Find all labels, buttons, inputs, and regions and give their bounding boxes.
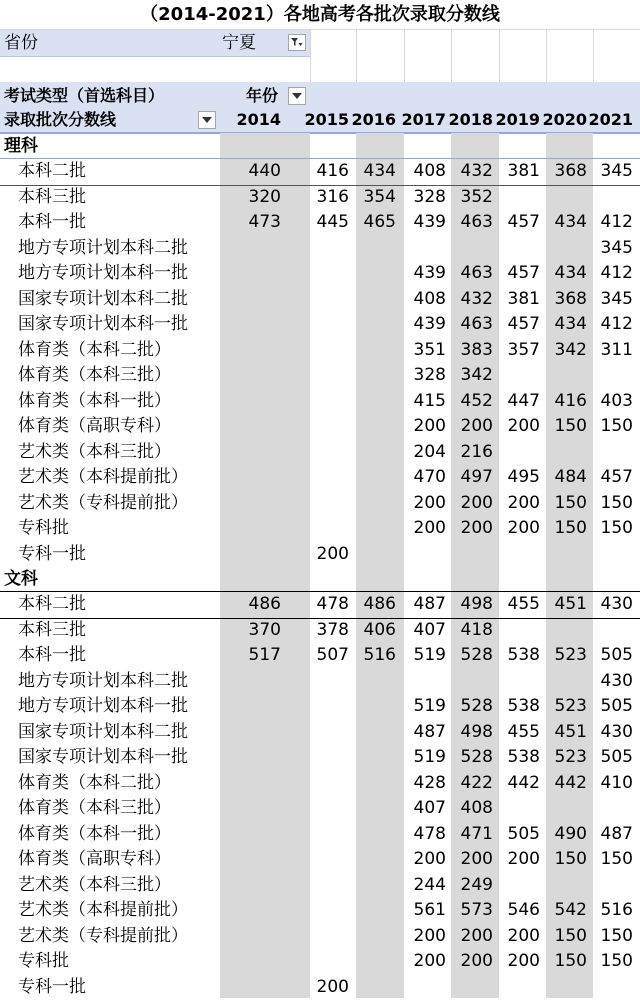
section-title: 理科 bbox=[4, 134, 38, 158]
value-cell: 523 bbox=[543, 694, 587, 719]
year-header: 2015 bbox=[303, 108, 349, 132]
value-cell: 478 bbox=[402, 822, 446, 847]
value-cell: 412 bbox=[589, 312, 633, 337]
value-cell: 200 bbox=[305, 542, 349, 567]
value-cell: 434 bbox=[543, 210, 587, 235]
grid-line bbox=[356, 30, 357, 82]
value-cell: 354 bbox=[352, 185, 396, 210]
row-label: 艺术类（本科三批） bbox=[18, 440, 171, 465]
table-row bbox=[0, 159, 640, 185]
value-cell: 249 bbox=[449, 873, 493, 898]
table-row bbox=[0, 338, 640, 364]
value-cell: 200 bbox=[402, 491, 446, 516]
row-field-label-line1: 考试类型（首选科目） bbox=[4, 84, 164, 108]
value-cell: 368 bbox=[543, 287, 587, 312]
value-cell: 434 bbox=[352, 159, 396, 184]
column-field-dropdown-icon[interactable] bbox=[288, 87, 306, 105]
value-cell: 486 bbox=[237, 592, 281, 617]
value-cell: 528 bbox=[449, 643, 493, 668]
value-cell: 517 bbox=[237, 643, 281, 668]
row-label: 艺术类（本科提前批） bbox=[18, 898, 188, 923]
table-row bbox=[0, 771, 640, 797]
year-header: 2020 bbox=[541, 108, 587, 132]
value-cell: 440 bbox=[237, 159, 281, 184]
row-label: 专科一批 bbox=[18, 542, 86, 567]
value-cell: 381 bbox=[496, 287, 540, 312]
table-row bbox=[0, 898, 640, 924]
table-row bbox=[0, 592, 640, 618]
row-label: 体育类（本科三批） bbox=[18, 796, 171, 821]
value-cell: 412 bbox=[589, 210, 633, 235]
value-cell: 200 bbox=[496, 516, 540, 541]
value-cell: 457 bbox=[589, 465, 633, 490]
value-cell: 457 bbox=[496, 312, 540, 337]
row-label: 专科批 bbox=[18, 949, 69, 974]
value-cell: 406 bbox=[352, 618, 396, 643]
value-cell: 150 bbox=[543, 949, 587, 974]
value-cell: 150 bbox=[589, 949, 633, 974]
value-cell: 538 bbox=[496, 745, 540, 770]
value-cell: 328 bbox=[402, 363, 446, 388]
table-row bbox=[0, 236, 640, 262]
grid-line bbox=[404, 30, 405, 82]
table-row bbox=[0, 924, 640, 950]
value-cell: 342 bbox=[449, 363, 493, 388]
value-cell: 505 bbox=[589, 643, 633, 668]
value-cell: 216 bbox=[449, 440, 493, 465]
value-cell: 200 bbox=[402, 414, 446, 439]
row-label: 艺术类（本科提前批） bbox=[18, 465, 188, 490]
value-cell: 471 bbox=[449, 822, 493, 847]
table-row bbox=[0, 516, 640, 542]
value-cell: 408 bbox=[402, 159, 446, 184]
value-cell: 495 bbox=[496, 465, 540, 490]
row-label: 体育类（高职专科） bbox=[18, 414, 171, 439]
filter-field-label: 省份 bbox=[4, 30, 38, 56]
table-row bbox=[0, 440, 640, 466]
table-row bbox=[0, 694, 640, 720]
value-cell: 150 bbox=[543, 847, 587, 872]
value-cell: 463 bbox=[449, 261, 493, 286]
value-cell: 516 bbox=[352, 643, 396, 668]
value-cell: 442 bbox=[543, 771, 587, 796]
value-cell: 200 bbox=[402, 949, 446, 974]
filter-field-value: 宁夏 bbox=[222, 30, 256, 56]
value-cell: 320 bbox=[237, 185, 281, 210]
value-cell: 463 bbox=[449, 210, 493, 235]
value-cell: 200 bbox=[305, 975, 349, 1000]
row-label: 地方专项计划本科二批 bbox=[18, 669, 188, 694]
value-cell: 416 bbox=[543, 389, 587, 414]
row-label: 地方专项计划本科一批 bbox=[18, 694, 188, 719]
value-cell: 383 bbox=[449, 338, 493, 363]
value-cell: 478 bbox=[305, 592, 349, 617]
value-cell: 455 bbox=[496, 592, 540, 617]
value-cell: 328 bbox=[402, 185, 446, 210]
row-label: 地方专项计划本科二批 bbox=[18, 236, 188, 261]
value-cell: 150 bbox=[589, 847, 633, 872]
value-cell: 345 bbox=[589, 236, 633, 261]
table-row bbox=[0, 389, 640, 415]
row-label: 体育类（本科二批） bbox=[18, 338, 171, 363]
table-row bbox=[0, 261, 640, 287]
value-cell: 507 bbox=[305, 643, 349, 668]
value-cell: 455 bbox=[496, 720, 540, 745]
value-cell: 410 bbox=[589, 771, 633, 796]
value-cell: 439 bbox=[402, 312, 446, 337]
value-cell: 457 bbox=[496, 261, 540, 286]
value-cell: 200 bbox=[449, 847, 493, 872]
table-row bbox=[0, 287, 640, 313]
value-cell: 381 bbox=[496, 159, 540, 184]
row-label: 体育类（本科二批） bbox=[18, 771, 171, 796]
value-cell: 430 bbox=[589, 592, 633, 617]
value-cell: 528 bbox=[449, 745, 493, 770]
table-row bbox=[0, 363, 640, 389]
table-row bbox=[0, 847, 640, 873]
value-cell: 463 bbox=[449, 312, 493, 337]
report-filter-row bbox=[0, 30, 310, 57]
value-cell: 523 bbox=[543, 643, 587, 668]
value-cell: 451 bbox=[543, 720, 587, 745]
header-divider bbox=[0, 132, 640, 134]
table-row bbox=[0, 618, 640, 644]
value-cell: 150 bbox=[589, 414, 633, 439]
value-cell: 345 bbox=[589, 159, 633, 184]
value-cell: 542 bbox=[543, 898, 587, 923]
grid-line bbox=[310, 30, 311, 82]
value-cell: 418 bbox=[449, 618, 493, 643]
value-cell: 452 bbox=[449, 389, 493, 414]
value-cell: 407 bbox=[402, 796, 446, 821]
year-header: 2021 bbox=[587, 108, 633, 132]
value-cell: 498 bbox=[449, 720, 493, 745]
value-cell: 311 bbox=[589, 338, 633, 363]
value-cell: 200 bbox=[402, 924, 446, 949]
table-row bbox=[0, 669, 640, 695]
row-label: 本科三批 bbox=[18, 618, 86, 643]
table-row bbox=[0, 720, 640, 746]
value-cell: 200 bbox=[449, 414, 493, 439]
row-label: 本科三批 bbox=[18, 185, 86, 210]
row-label: 专科一批 bbox=[18, 975, 86, 1000]
value-cell: 519 bbox=[402, 745, 446, 770]
table-row bbox=[0, 873, 640, 899]
value-cell: 528 bbox=[449, 694, 493, 719]
table-row bbox=[0, 185, 640, 211]
value-cell: 200 bbox=[496, 847, 540, 872]
value-cell: 150 bbox=[543, 924, 587, 949]
value-cell: 428 bbox=[402, 771, 446, 796]
value-cell: 200 bbox=[496, 924, 540, 949]
row-label: 本科一批 bbox=[18, 643, 86, 668]
value-cell: 487 bbox=[402, 592, 446, 617]
row-label: 国家专项计划本科二批 bbox=[18, 720, 188, 745]
value-cell: 451 bbox=[543, 592, 587, 617]
value-cell: 465 bbox=[352, 210, 396, 235]
row-label: 艺术类（专科提前批） bbox=[18, 491, 188, 516]
value-cell: 200 bbox=[496, 949, 540, 974]
value-cell: 439 bbox=[402, 261, 446, 286]
table-row bbox=[0, 210, 640, 236]
value-cell: 487 bbox=[589, 822, 633, 847]
year-header: 2019 bbox=[494, 108, 540, 132]
value-cell: 150 bbox=[543, 414, 587, 439]
value-cell: 244 bbox=[402, 873, 446, 898]
table-row bbox=[0, 414, 640, 440]
row-label: 本科二批 bbox=[18, 592, 86, 617]
row-label: 体育类（本科一批） bbox=[18, 822, 171, 847]
year-header: 2014 bbox=[235, 108, 281, 132]
value-cell: 497 bbox=[449, 465, 493, 490]
value-cell: 150 bbox=[543, 491, 587, 516]
value-cell: 484 bbox=[543, 465, 587, 490]
table-row bbox=[0, 542, 640, 568]
value-cell: 519 bbox=[402, 694, 446, 719]
value-cell: 352 bbox=[449, 185, 493, 210]
table-row bbox=[0, 643, 640, 669]
value-cell: 378 bbox=[305, 618, 349, 643]
value-cell: 538 bbox=[496, 694, 540, 719]
value-cell: 519 bbox=[402, 643, 446, 668]
row-label: 艺术类（本科三批） bbox=[18, 873, 171, 898]
value-cell: 200 bbox=[402, 847, 446, 872]
filter-dropdown-icon[interactable] bbox=[288, 34, 306, 51]
value-cell: 370 bbox=[237, 618, 281, 643]
value-cell: 150 bbox=[589, 516, 633, 541]
value-cell: 403 bbox=[589, 389, 633, 414]
table-row bbox=[0, 491, 640, 517]
value-cell: 368 bbox=[543, 159, 587, 184]
value-cell: 422 bbox=[449, 771, 493, 796]
value-cell: 498 bbox=[449, 592, 493, 617]
value-cell: 561 bbox=[402, 898, 446, 923]
value-cell: 342 bbox=[543, 338, 587, 363]
value-cell: 416 bbox=[305, 159, 349, 184]
value-cell: 204 bbox=[402, 440, 446, 465]
grid-line bbox=[593, 30, 594, 82]
row-label: 本科二批 bbox=[18, 159, 86, 184]
value-cell: 415 bbox=[402, 389, 446, 414]
value-cell: 470 bbox=[402, 465, 446, 490]
grid-line bbox=[546, 30, 547, 82]
row-label: 专科批 bbox=[18, 516, 69, 541]
table-row bbox=[0, 796, 640, 822]
row-label: 国家专项计划本科一批 bbox=[18, 745, 188, 770]
value-cell: 538 bbox=[496, 643, 540, 668]
year-header: 2017 bbox=[400, 108, 446, 132]
row-label: 国家专项计划本科二批 bbox=[18, 287, 188, 312]
grid-line bbox=[499, 30, 500, 82]
sheet-title: （2014-2021）各地高考各批次录取分数线 bbox=[0, 0, 640, 30]
value-cell: 473 bbox=[237, 210, 281, 235]
row-label: 国家专项计划本科一批 bbox=[18, 312, 188, 337]
value-cell: 432 bbox=[449, 287, 493, 312]
row-label: 本科一批 bbox=[18, 210, 86, 235]
value-cell: 439 bbox=[402, 210, 446, 235]
value-cell: 351 bbox=[402, 338, 446, 363]
table-row bbox=[0, 822, 640, 848]
year-header: 2016 bbox=[350, 108, 396, 132]
value-cell: 447 bbox=[496, 389, 540, 414]
value-cell: 487 bbox=[402, 720, 446, 745]
row-field-dropdown-icon[interactable] bbox=[198, 111, 216, 129]
value-cell: 200 bbox=[496, 414, 540, 439]
table-row bbox=[0, 312, 640, 338]
grid-line bbox=[451, 30, 452, 82]
value-cell: 546 bbox=[496, 898, 540, 923]
value-cell: 200 bbox=[496, 491, 540, 516]
value-cell: 457 bbox=[496, 210, 540, 235]
value-cell: 408 bbox=[402, 287, 446, 312]
value-cell: 434 bbox=[543, 312, 587, 337]
value-cell: 200 bbox=[449, 924, 493, 949]
row-field-label-line2: 录取批次分数线 bbox=[4, 108, 116, 132]
value-cell: 505 bbox=[589, 745, 633, 770]
table-row bbox=[0, 949, 640, 975]
value-cell: 412 bbox=[589, 261, 633, 286]
row-label: 体育类（本科一批） bbox=[18, 389, 171, 414]
value-cell: 490 bbox=[543, 822, 587, 847]
value-cell: 345 bbox=[589, 287, 633, 312]
year-header: 2018 bbox=[447, 108, 493, 132]
row-label: 地方专项计划本科一批 bbox=[18, 261, 188, 286]
table-row bbox=[0, 465, 640, 491]
value-cell: 516 bbox=[589, 898, 633, 923]
value-cell: 407 bbox=[402, 618, 446, 643]
value-cell: 486 bbox=[352, 592, 396, 617]
section-title: 文科 bbox=[4, 567, 38, 591]
value-cell: 505 bbox=[496, 822, 540, 847]
value-cell: 430 bbox=[589, 720, 633, 745]
value-cell: 200 bbox=[449, 491, 493, 516]
value-cell: 150 bbox=[589, 924, 633, 949]
value-cell: 505 bbox=[589, 694, 633, 719]
value-cell: 200 bbox=[449, 949, 493, 974]
value-cell: 357 bbox=[496, 338, 540, 363]
value-cell: 150 bbox=[589, 491, 633, 516]
value-cell: 573 bbox=[449, 898, 493, 923]
value-cell: 316 bbox=[305, 185, 349, 210]
value-cell: 408 bbox=[449, 796, 493, 821]
row-label: 体育类（本科三批） bbox=[18, 363, 171, 388]
value-cell: 200 bbox=[402, 516, 446, 541]
table-row bbox=[0, 745, 640, 771]
row-label: 体育类（高职专科） bbox=[18, 847, 171, 872]
value-cell: 200 bbox=[449, 516, 493, 541]
table-row bbox=[0, 975, 640, 1000]
value-cell: 523 bbox=[543, 745, 587, 770]
value-cell: 150 bbox=[543, 516, 587, 541]
row-label: 艺术类（专科提前批） bbox=[18, 924, 188, 949]
value-cell: 445 bbox=[305, 210, 349, 235]
blank-row bbox=[0, 56, 310, 83]
value-cell: 430 bbox=[589, 669, 633, 694]
value-cell: 434 bbox=[543, 261, 587, 286]
value-cell: 432 bbox=[449, 159, 493, 184]
column-field-label: 年份 bbox=[246, 84, 278, 108]
value-cell: 442 bbox=[496, 771, 540, 796]
